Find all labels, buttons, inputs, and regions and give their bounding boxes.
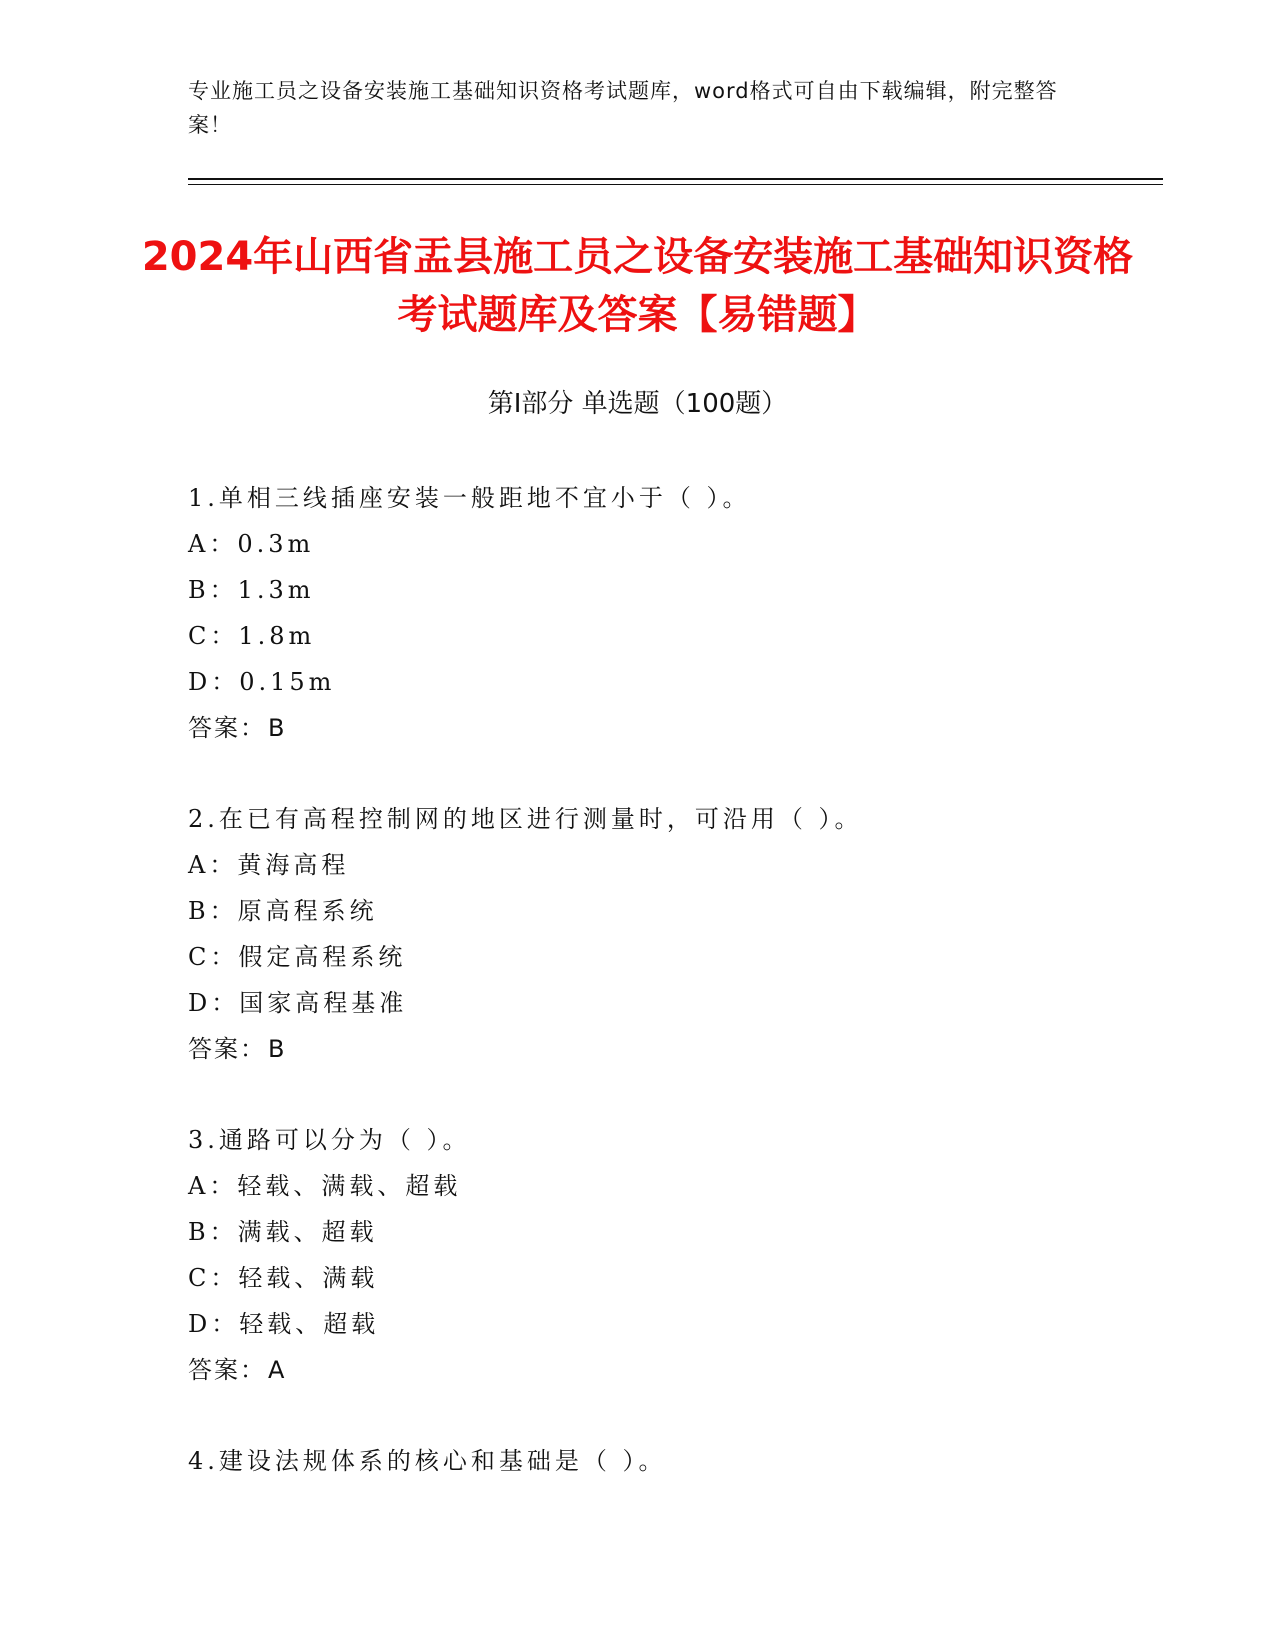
option-a: A：轻载、满载、超载 [188,1172,462,1200]
option-d: D：轻载、超载 [188,1310,380,1338]
question-stem: 2.在已有高程控制网的地区进行测量时，可沿用（ ）。 [188,805,863,833]
option-d: D：0.15m [188,668,336,696]
option-c: C：1.8m [188,622,316,650]
answer-line [188,1347,1148,1393]
question-3 [188,1117,1148,1393]
option-c: C：假定高程系统 [188,943,407,971]
option-b: B：1.3m [188,576,315,604]
question-stem: 1.单相三线插座安装一般距地不宜小于（ ）。 [188,484,751,512]
question-stem: 4.建设法规体系的核心和基础是（ ）。 [188,1447,667,1475]
question-1 [188,475,1148,751]
answer-line [188,705,1148,751]
answer-value: A [268,1356,287,1384]
question-list [188,475,1148,1529]
section-heading: 第Ⅰ部分 单选题（100题） [487,389,788,419]
option-c: C：轻载、满载 [188,1264,379,1292]
answer-value: B [268,1035,287,1063]
option-a: A：0.3m [188,530,315,558]
option-d: D：国家高程基准 [188,989,408,1017]
option-a: A：黄海高程 [188,851,350,879]
answer-label: 答案： [188,1035,266,1063]
option-b: B：原高程系统 [188,897,378,925]
answer-label: 答案： [188,1356,266,1384]
question-2 [188,796,1148,1072]
document-title: 2024年山西省盂县施工员之设备安装施工基础知识资格考试题库及答案【易错题】 [141,234,1134,338]
header-divider-thin [188,184,1163,185]
answer-value: B [268,714,287,742]
header-divider-thick [188,178,1163,180]
question-stem: 3.通路可以分为（ ）。 [188,1126,471,1154]
option-b: B：满载、超载 [188,1218,378,1246]
answer-label: 答案： [188,714,266,742]
header-note: 专业施工员之设备安装施工基础知识资格考试题库，word格式可自由下载编辑，附完整答案！ [188,79,1058,137]
answer-line [188,1026,1148,1072]
question-4 [188,1438,1148,1484]
